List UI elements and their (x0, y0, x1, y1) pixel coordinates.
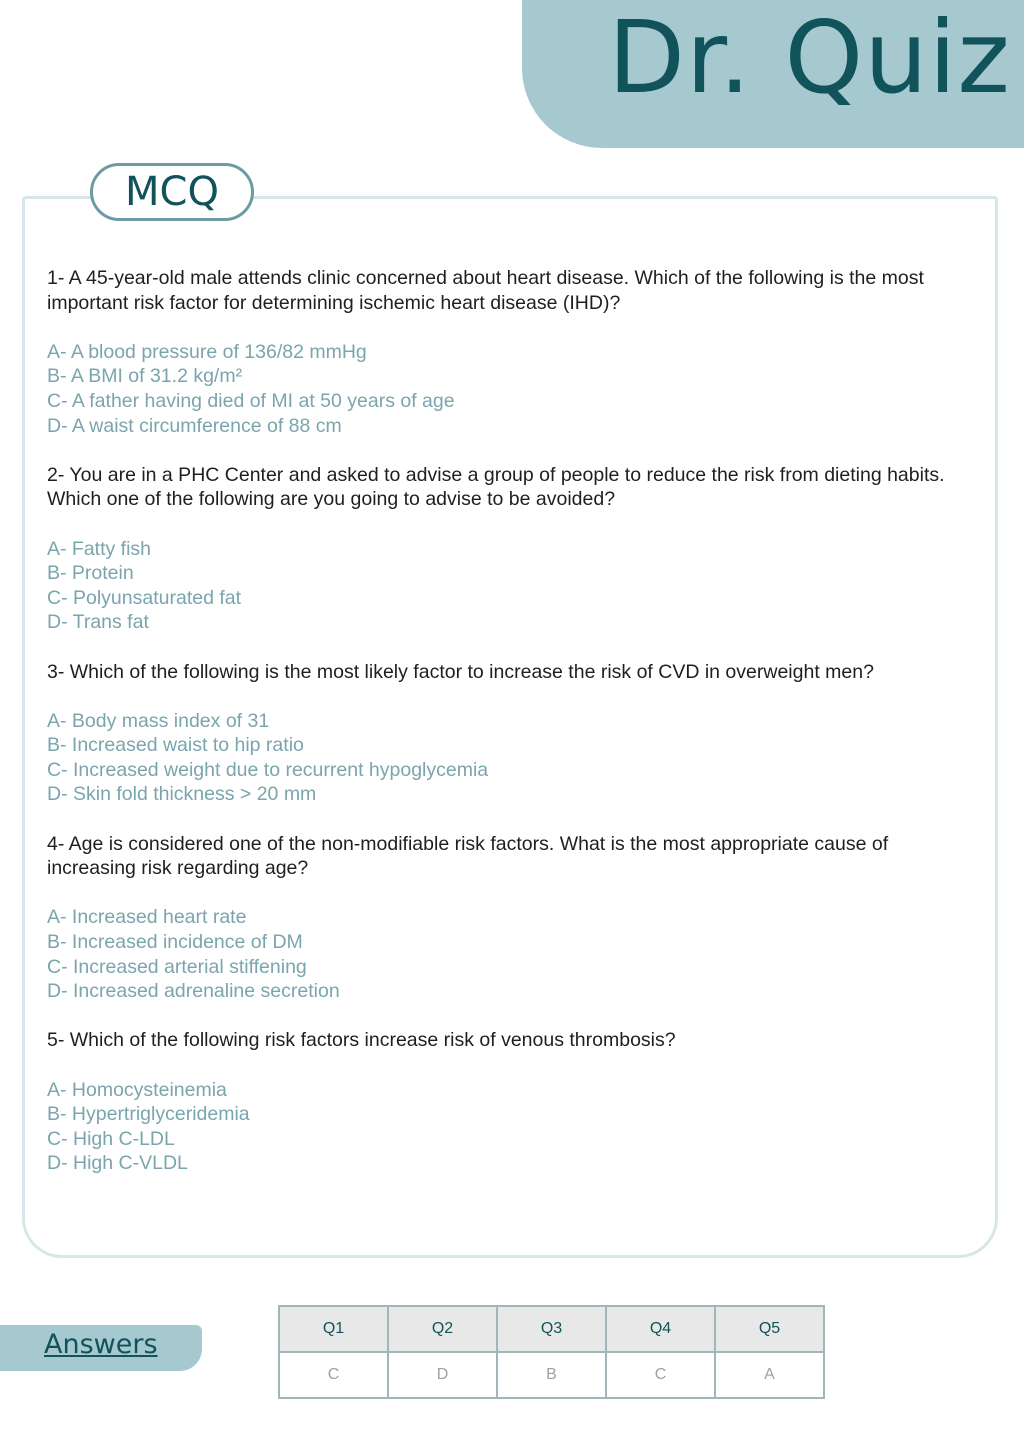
option-a: A- Fatty fish (47, 537, 152, 560)
option-d: D- High C-VLDL (47, 1152, 188, 1175)
option-a: A- Body mass index of 31 (47, 709, 270, 732)
option-list (47, 1078, 982, 1176)
answer-value-cell: A (715, 1352, 824, 1398)
answer-key-table (278, 1305, 825, 1399)
section-label: MCQ (90, 163, 254, 221)
question-1 (47, 266, 982, 438)
answer-value-cell: C (606, 1352, 715, 1398)
answer-value-cell: B (497, 1352, 606, 1398)
option-b: B- Increased waist to hip ratio (47, 734, 304, 757)
option-c: C- Increased arterial stiffening (47, 955, 307, 978)
answer-header-cell: Q5 (715, 1306, 824, 1352)
question-text: 2- You are in a PHC Center and asked to advise a group of people to reduce the risk from dieting habits. Which one of the following are you going to advise to be avoided? (47, 463, 945, 511)
option-b: B- A BMI of 31.2 kg/m² (47, 365, 243, 388)
answer-value-cell: D (388, 1352, 497, 1398)
option-list (47, 537, 982, 635)
option-d: D- Increased adrenaline secretion (47, 980, 340, 1003)
question-3 (47, 660, 982, 808)
question-text: 4- Age is considered one of the non-modifiable risk factors. What is the most appropriate cause of increasing risk regarding age? (47, 832, 889, 880)
question-4 (47, 832, 982, 1004)
question-text: 1- A 45-year-old male attends clinic concerned about heart disease. Which of the following is the most important risk factor for determining ischemic heart disease (IHD)? (47, 267, 924, 314)
option-c: C- High C-LDL (47, 1127, 175, 1150)
question-5 (47, 1028, 982, 1176)
question-2 (47, 463, 982, 635)
option-a: A- A blood pressure of 136/82 mmHg (47, 340, 367, 363)
answer-header-cell: Q2 (388, 1306, 497, 1352)
option-list (47, 905, 982, 1003)
answer-value-row (279, 1352, 824, 1398)
option-d: D- Trans fat (47, 611, 149, 634)
option-c: C- Polyunsaturated fat (47, 586, 242, 609)
option-c: C- Increased weight due to recurrent hypoglycemia (47, 758, 489, 781)
option-d: D- A waist circumference of 88 cm (47, 414, 342, 437)
option-b: B- Increased incidence of DM (47, 931, 303, 954)
option-c: C- A father having died of MI at 50 years of age (47, 389, 455, 412)
answers-label: Answers (44, 1329, 158, 1360)
option-a: A- Homocysteinemia (47, 1078, 227, 1101)
question-text: 5- Which of the following risk factors increase risk of venous thrombosis? (47, 1029, 676, 1052)
question-text: 3- Which of the following is the most likely factor to increase the risk of CVD in overweight men? (47, 660, 874, 683)
answer-header-cell: Q3 (497, 1306, 606, 1352)
option-list (47, 340, 982, 438)
option-b: B- Hypertriglyceridemia (47, 1103, 250, 1126)
option-a: A- Increased heart rate (47, 906, 247, 929)
option-d: D- Skin fold thickness > 20 mm (47, 783, 317, 806)
answer-header-cell: Q4 (606, 1306, 715, 1352)
answer-header-row (279, 1306, 824, 1352)
answer-value-cell: C (279, 1352, 388, 1398)
answer-header-cell: Q1 (279, 1306, 388, 1352)
question-list (47, 266, 982, 1201)
option-b: B- Protein (47, 562, 134, 585)
option-list (47, 709, 982, 807)
page-title: Dr. Quiz (608, 0, 1011, 116)
